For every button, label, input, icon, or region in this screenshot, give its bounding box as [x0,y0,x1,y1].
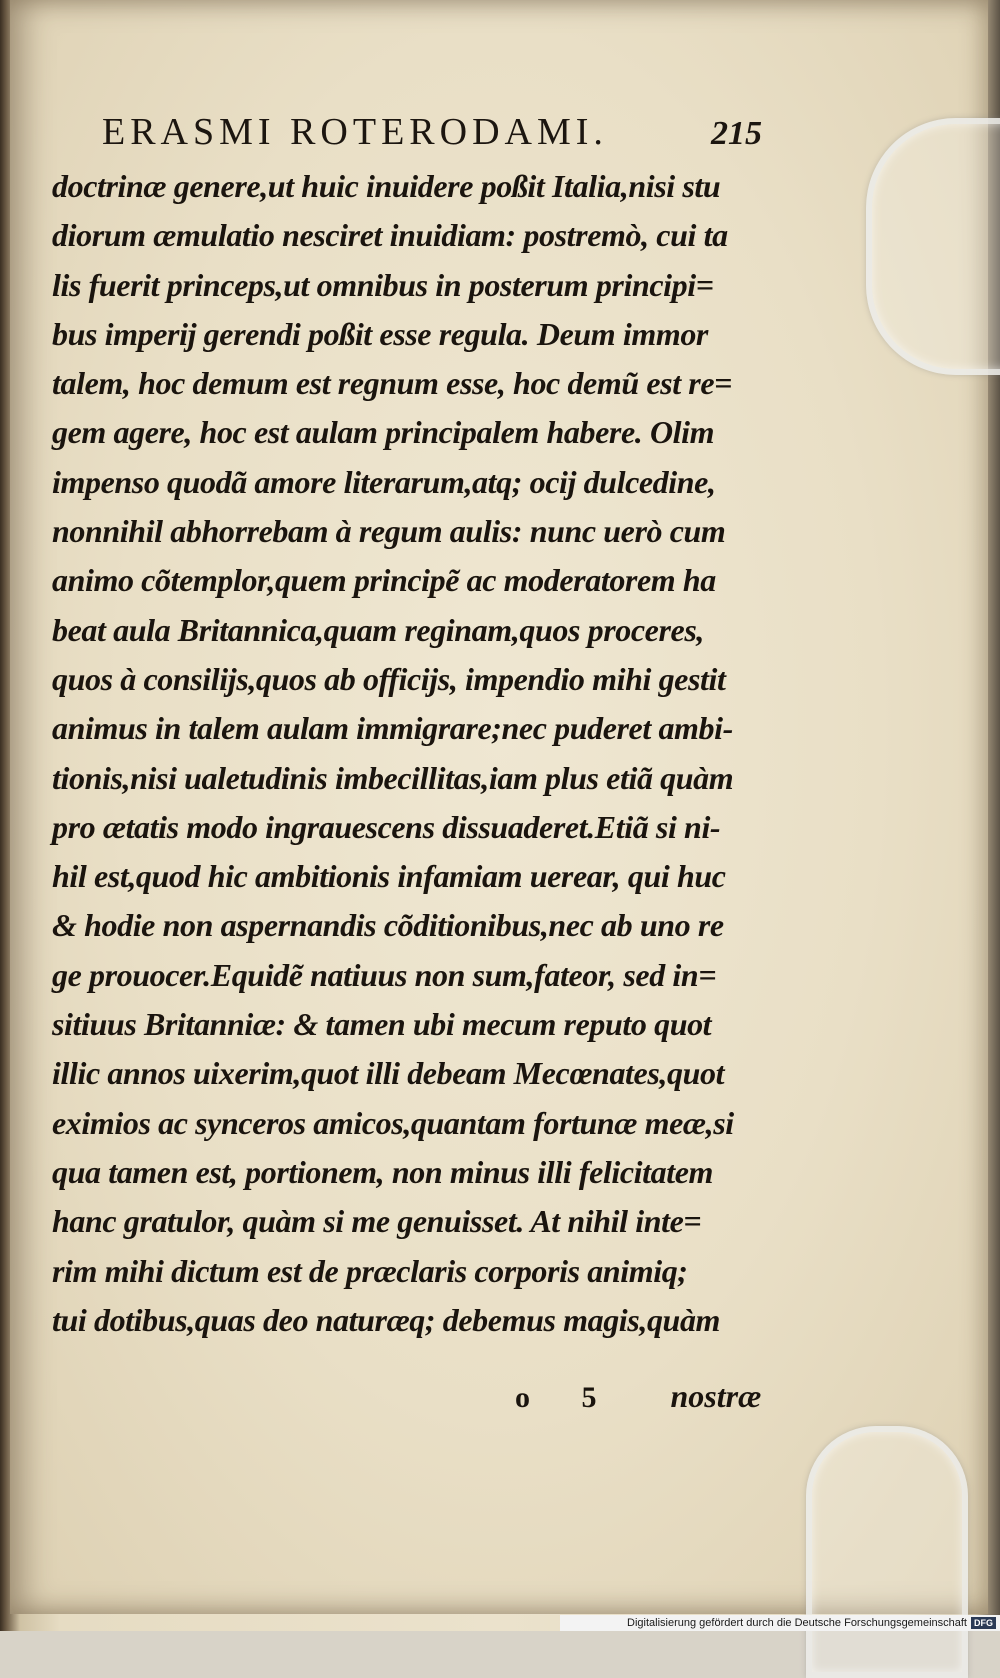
text-line: pro ætatis modo ingrauescens dissuaderet.Etiã si ni- [52,808,721,845]
text-line: & hodie non aspernandis cõditionibus,nec ab uno re [52,907,724,944]
text-line: animus in talem aulam immigrare;nec puderet ambi- [52,710,733,747]
text-line: doctrinæ genere,ut huic inuidere poßit Italia,nisi stu [52,168,721,204]
funding-credit-text: Digitalisierung gefördert durch die Deutsche Forschungsgemeinschaft [627,1617,967,1629]
text-line: illic annos uixerim,quot illi debeam Mecœnates,quot [52,1055,725,1092]
catchword: nostræ [670,1378,762,1414]
text-line: sitiuus Britanniæ: & tamen ubi mecum reputo quot [52,1006,712,1043]
body-text [52,162,772,1345]
text-line: tionis,nisi ualetudinis imbecillitas,iam plus etiã quàm [52,759,734,796]
text-line: quos à consilijs,quos ab officijs, impendio mihi gestit [52,660,726,697]
text-line: diorum æmulatio nesciret inuidiam: postremò, cui ta [52,217,728,254]
running-title: ERASMI ROTERODAMI. [102,111,608,153]
text-line: rim mihi dictum est de præclaris corporis animiq; [52,1252,688,1289]
signature-mark: o 5 [515,1381,619,1414]
page-clip-top [866,118,1000,375]
text-line: talem, hoc demum est regnum esse, hoc demũ est re= [52,365,732,402]
dfg-logo: DFG [971,1617,996,1629]
text-line: qua tamen est, portionem, non minus illi felicitatem [52,1153,714,1190]
text-line: impenso quodã amore literarum,atq; ocij dulcedine, [52,463,716,500]
funding-credit-bar [560,1615,1000,1631]
text-line: hil est,quod hic ambitionis infamiam uerear, qui huc [52,858,726,895]
text-line: hanc gratulor, quàm si me genuisset. At nihil inte= [52,1203,702,1240]
text-line: beat aula Britannica,quam reginam,quos proceres, [52,611,704,648]
text-line: ge prouocer.Equidẽ natiuus non sum,fateor, sed in= [52,956,717,993]
page-clip-bottom [806,1426,968,1678]
text-line: bus imperij gerendi poßit esse regula. Deum immor [52,315,708,352]
text-line: gem agere, hoc est aulam principalem habere. Olim [52,414,715,451]
text-line: eximios ac synceros amicos,quantam fortunæ meæ,si [52,1104,734,1141]
page-number: 215 [711,115,762,152]
running-head [102,110,762,154]
page-footer [515,1378,775,1415]
text-line: lis fuerit princeps,ut omnibus in posterum principi= [52,266,714,303]
text-line: tui dotibus,quas deo naturæq; debemus magis,quàm [52,1301,721,1338]
text-line: nonnihil abhorrebam à regum aulis: nunc uerò cum [52,513,726,550]
text-line: animo cõtemplor,quem principẽ ac moderatorem ha [52,562,716,599]
